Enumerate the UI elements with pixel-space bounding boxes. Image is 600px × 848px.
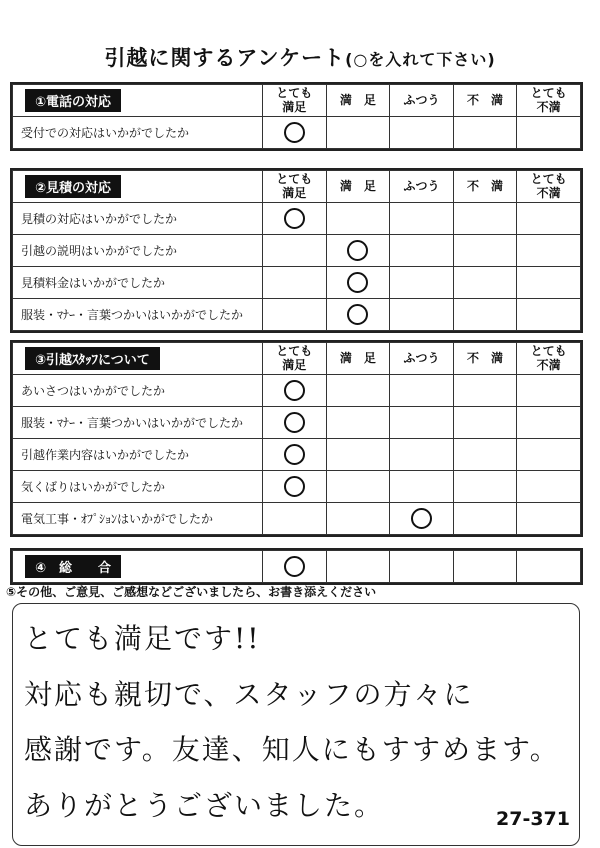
rating-cell[interactable] [517,299,581,331]
column-header: ふつう [390,85,454,117]
question-row [13,439,581,471]
rating-cell[interactable] [326,439,390,471]
rating-cell[interactable] [453,407,517,439]
rating-cell[interactable] [262,471,326,503]
question-text: 服装・ﾏﾅｰ・言葉つかいはいかがでしたか [13,299,263,331]
rating-cell[interactable] [390,407,454,439]
section-staff [10,340,583,537]
selected-circle-mark [284,556,305,577]
selected-circle-mark [347,304,368,325]
question-text: 服装・ﾏﾅｰ・言葉つかいはいかがでしたか [13,407,263,439]
comment-line-1: とても満足です!! [24,622,261,655]
rating-cell[interactable] [453,551,517,583]
column-header: とても 不満 [517,343,581,375]
rating-cell[interactable] [453,375,517,407]
rating-cell[interactable] [262,407,326,439]
rating-cell[interactable] [326,471,390,503]
rating-cell[interactable] [517,439,581,471]
rating-cell[interactable] [517,503,581,535]
rating-cell[interactable] [517,117,581,149]
rating-cell[interactable] [262,439,326,471]
question-row [13,407,581,439]
selected-circle-mark [284,412,305,433]
rating-cell[interactable] [262,235,326,267]
rating-cell[interactable] [262,203,326,235]
question-text: 気くばりはいかがでしたか [13,471,263,503]
document-code: 27-371 [496,808,570,830]
rating-cell[interactable] [326,375,390,407]
rating-cell[interactable] [326,117,390,149]
rating-cell[interactable] [326,235,390,267]
question-row [13,503,581,535]
survey-title: 引越に関するアンケート(○を入れて下さい) [104,46,496,70]
question-row [13,471,581,503]
column-header: 満 足 [326,85,390,117]
rating-cell[interactable] [262,117,326,149]
column-header: ふつう [390,171,454,203]
rating-cell[interactable] [390,203,454,235]
question-row [13,235,581,267]
selected-circle-mark [284,444,305,465]
column-header: 満 足 [326,171,390,203]
column-header: 不 満 [453,343,517,375]
rating-cell[interactable] [390,267,454,299]
rating-cell[interactable] [453,439,517,471]
rating-cell[interactable] [517,235,581,267]
rating-cell[interactable] [262,267,326,299]
section-heading: ④ 総 合 [25,555,121,578]
rating-cell[interactable] [453,503,517,535]
comment-heading: ⑤その他、ご意見、ご感想などございましたら、お書き添えください [6,585,377,599]
question-text: あいさつはいかがでしたか [13,375,263,407]
rating-cell[interactable] [517,203,581,235]
rating-cell[interactable] [390,551,454,583]
question-text: 受付での対応はいかがでしたか [13,117,263,149]
section-heading: ②見積の対応 [25,175,121,198]
rating-cell[interactable] [326,503,390,535]
selected-circle-mark [347,272,368,293]
column-header: とても 満足 [262,171,326,203]
rating-cell[interactable] [453,471,517,503]
rating-cell[interactable] [390,439,454,471]
comment-line-4: ありがとうございました。 [24,789,385,822]
section-phone [10,82,583,151]
column-header: とても 満足 [262,343,326,375]
rating-cell[interactable] [326,299,390,331]
question-row [13,267,581,299]
question-row [13,117,581,149]
rating-cell[interactable] [262,551,326,583]
column-header: とても 不満 [517,85,581,117]
selected-circle-mark [284,122,305,143]
rating-cell[interactable] [262,503,326,535]
column-header: 不 満 [453,171,517,203]
question-text: 見積料金はいかがでしたか [13,267,263,299]
question-row [13,203,581,235]
comment-line-2: 対応も親切で、スタッフの方々に [24,678,474,711]
selected-circle-mark [284,476,305,497]
rating-cell[interactable] [453,117,517,149]
question-row [13,375,581,407]
rating-cell[interactable] [517,407,581,439]
question-text: 引越の説明はいかがでしたか [13,235,263,267]
rating-cell[interactable] [262,299,326,331]
section-heading: ①電話の対応 [25,89,121,112]
section-overall [10,548,583,585]
rating-cell[interactable] [326,407,390,439]
rating-cell[interactable] [517,551,581,583]
rating-cell[interactable] [517,375,581,407]
comment-line-3: 感謝です。友達、知人にもすすめます。 [24,733,560,766]
question-text: 電気工事・ｵﾌﾟｼｮﾝはいかがでしたか [13,503,263,535]
rating-cell[interactable] [326,267,390,299]
section-heading: ③引越ｽﾀｯﾌについて [25,347,160,370]
rating-cell[interactable] [453,203,517,235]
column-header: とても 満足 [262,85,326,117]
rating-cell[interactable] [262,375,326,407]
selected-circle-mark [411,508,432,529]
rating-cell[interactable] [517,267,581,299]
selected-circle-mark [284,380,305,401]
rating-cell[interactable] [453,267,517,299]
rating-cell[interactable] [453,299,517,331]
column-header: ふつう [390,343,454,375]
selected-circle-mark [284,208,305,229]
column-header: 不 満 [453,85,517,117]
rating-cell[interactable] [326,551,390,583]
rating-cell[interactable] [390,299,454,331]
rating-cell[interactable] [390,503,454,535]
section-estimate [10,168,583,333]
rating-cell[interactable] [326,203,390,235]
column-header: とても 不満 [517,171,581,203]
rating-cell[interactable] [453,235,517,267]
question-text: 見積の対応はいかがでしたか [13,203,263,235]
question-row [13,299,581,331]
rating-cell[interactable] [390,235,454,267]
rating-cell[interactable] [390,375,454,407]
question-text: 引越作業内容はいかがでしたか [13,439,263,471]
rating-cell[interactable] [517,471,581,503]
rating-cell[interactable] [390,117,454,149]
rating-cell[interactable] [390,471,454,503]
column-header: 満 足 [326,343,390,375]
selected-circle-mark [347,240,368,261]
